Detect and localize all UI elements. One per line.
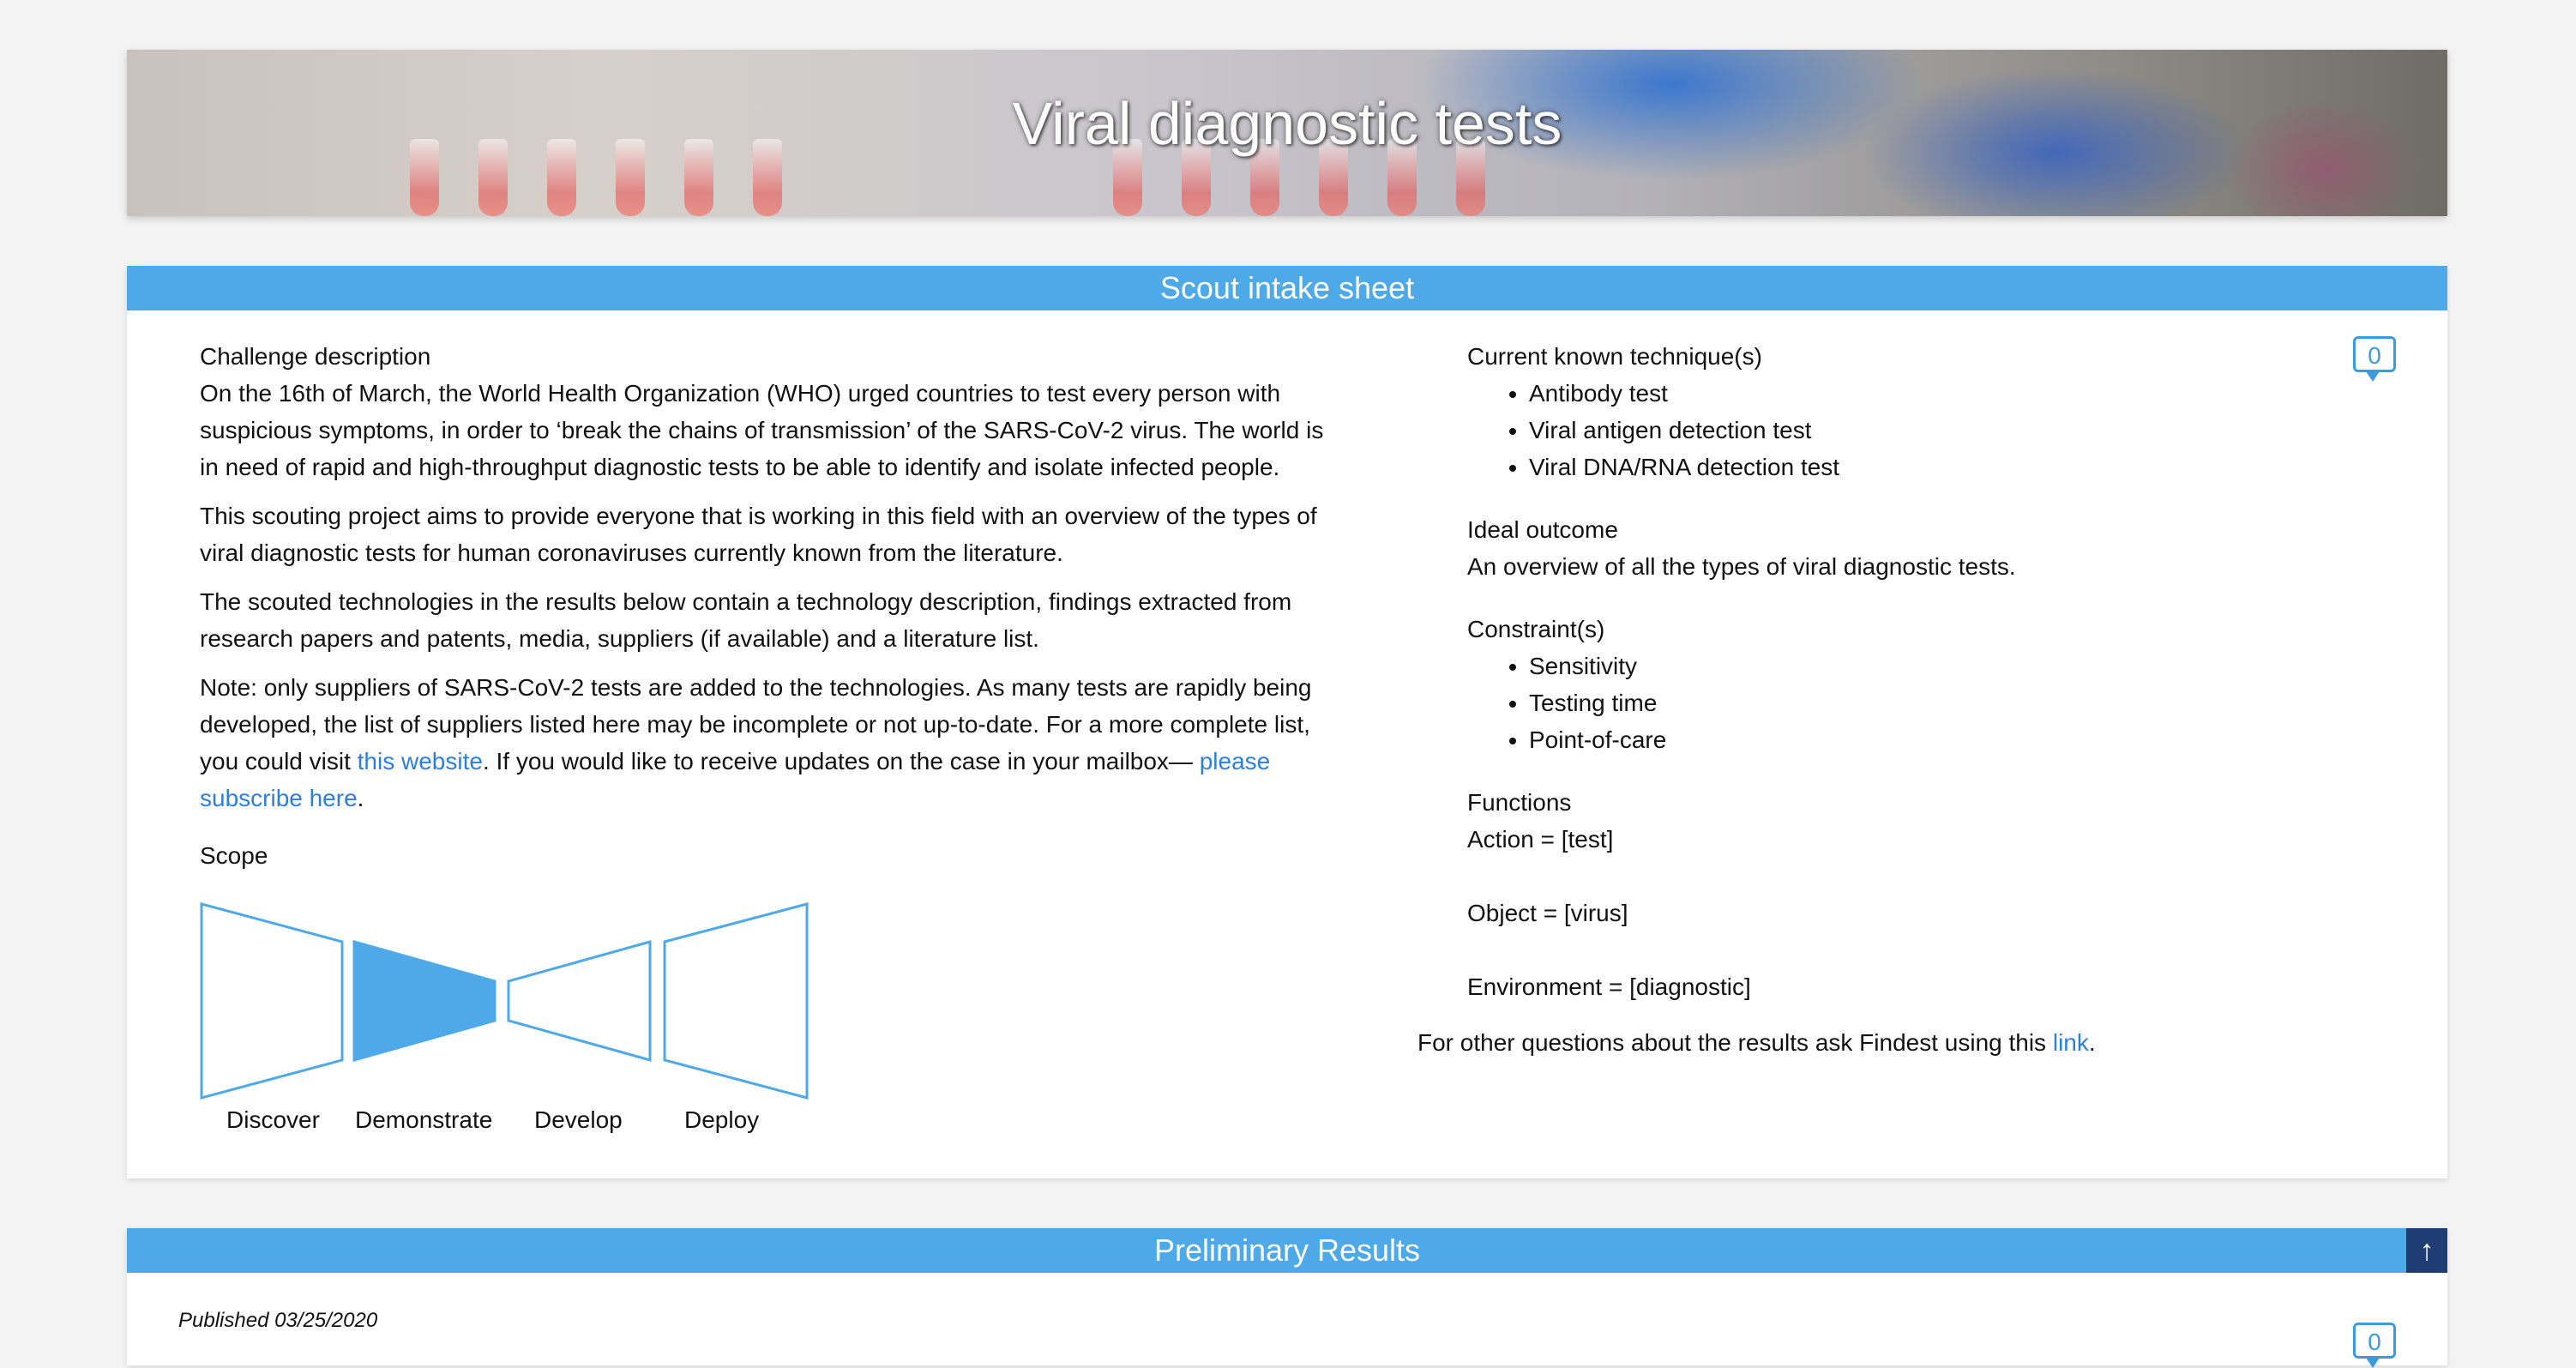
scope-stage-label: Discover [226,1106,320,1133]
list-item: • Antibody test [1529,375,2239,412]
results-panel [127,1228,2447,1365]
page-title: Viral diagnostic tests [1012,90,1562,157]
comment-count-icon[interactable] [2353,1323,2396,1359]
note-text: . If you would like to receive updates on the case in your mailbox— [482,748,1200,774]
arrow-up-icon: ↑ [2419,1234,2435,1267]
outcome-section [1467,511,2239,585]
scope-stage-label: Deploy [684,1106,760,1133]
intake-header: Scout intake sheet [127,266,2447,310]
list-item: • Point-of-care [1529,721,2239,758]
ask-findest-line [1417,1029,2096,1057]
comment-count: 0 [2368,1329,2381,1355]
function-object: Object = [virus] [1467,900,1628,926]
list-item: • Viral antigen detection test [1529,412,2239,449]
hero-banner [127,50,2447,216]
techniques-section [1467,338,2239,485]
outcome-label: Ideal outcome [1467,516,1618,543]
challenge-column [200,338,1340,874]
findest-link[interactable]: link [2052,1029,2089,1056]
scope-label: Scope [200,842,268,869]
note-text: . [357,785,364,811]
results-title: Preliminary Results [1153,1232,1421,1268]
outcome-text: An overview of all the types of viral diagnostic tests. [1467,553,2016,580]
list-item: • Sensitivity [1529,648,2239,684]
constraints-label: Constraint(s) [1467,616,1605,642]
constraints-section [1467,611,2239,758]
challenge-paragraph: The scouted technologies in the results below contain a technology description, findings extracted from research papers and patents, media, suppliers (if available) and a literature list. [200,588,1292,652]
scroll-to-top-button[interactable] [2406,1228,2447,1273]
ask-text: For other questions about the results ask Findest using this [1417,1029,2053,1056]
scope-stage-label: Develop [534,1106,623,1133]
scope-stage-label: Demonstrate [355,1106,493,1133]
scope-stage-deploy [665,904,807,1098]
list-item: • Viral DNA/RNA detection test [1529,449,2239,485]
scope-stage-demonstrate [354,942,495,1060]
functions-section [1467,784,2239,1005]
details-column [1467,338,2239,1005]
this-website-link[interactable]: this website [357,748,483,774]
comment-count-icon[interactable] [2353,336,2396,372]
techniques-list [1467,375,2239,485]
note-text: Note: only suppliers of SARS-CoV-2 tests are added to the technologies. As many tests are rapidly being developed, the list of suppliers listed here may be incomplete or not up-to-date. For a more complete list, you could visit [200,674,1312,774]
challenge-paragraph: This scouting project aims to provide everyone that is working in this field with an overview of the types of viral diagnostic tests for human coronaviruses currently known from the literature. [200,503,1317,566]
scope-diagram [200,902,817,1100]
challenge-label: Challenge description [200,343,431,370]
results-header [127,1228,2447,1273]
comment-count: 0 [2368,342,2381,369]
constraints-list [1467,648,2239,758]
note-paragraph [200,669,1340,817]
functions-label: Functions [1467,789,1572,816]
published-date: Published 03/25/2020 [178,1309,378,1332]
challenge-paragraph: On the 16th of March, the World Health Organization (WHO) urged countries to test every person with suspicious symptoms, in order to ‘break the chains of transmission’ of the SARS-CoV-2 virus. The world is in need of rapid and high-throughput diagnostic tests to be able to identify and isolate infected people. [200,380,1324,480]
ask-end: . [2088,1029,2096,1056]
intake-panel [127,266,2447,1178]
subscribe-link[interactable]: please subscribe here [200,748,1271,811]
scope-stage-discover [202,904,342,1098]
function-environment: Environment = [diagnostic] [1467,973,1751,1000]
list-item: • Testing time [1529,684,2239,721]
scope-stage-develop [509,942,650,1060]
techniques-label: Current known technique(s) [1467,343,1762,370]
function-action: Action = [test] [1467,826,1614,853]
